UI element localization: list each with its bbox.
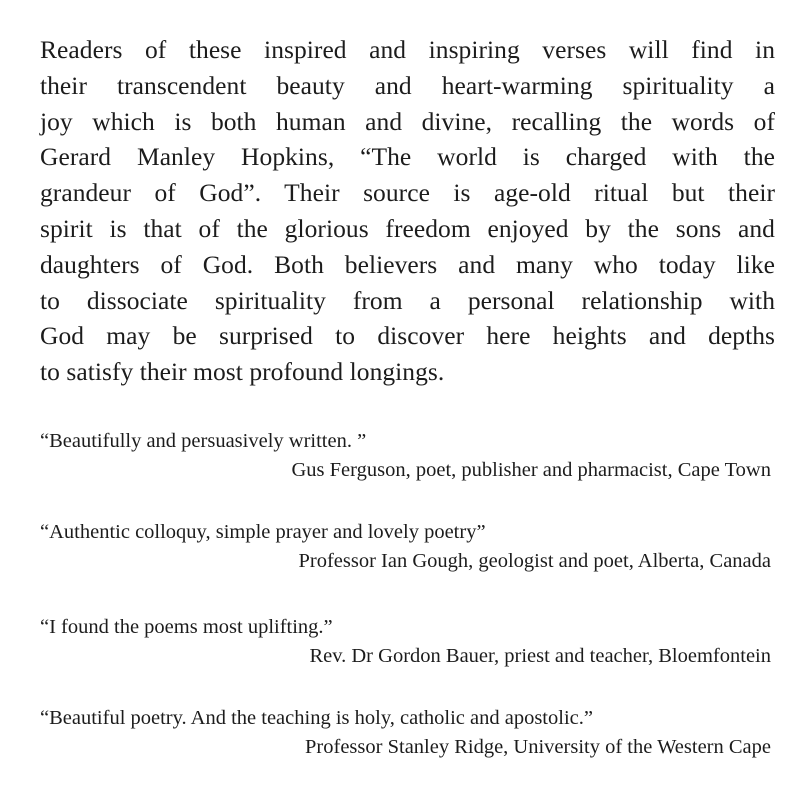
intro-paragraph <box>40 32 775 390</box>
intro-line: to dissociate spirituality from a personal relationship with <box>40 285 775 315</box>
intro-line: God may be surprised to discover here heights and depths <box>40 321 775 351</box>
review-credit: Gus Ferguson, poet, publisher and pharmacist, Cape Town <box>291 459 771 481</box>
review-credit: Professor Stanley Ridge, University of the Western Cape <box>305 736 771 758</box>
review-block <box>40 613 772 671</box>
review-quote: “Beautiful poetry. And the teaching is holy, catholic and apostolic.” <box>40 707 593 729</box>
review-block <box>40 518 772 576</box>
review-quote: “Authentic colloquy, simple prayer and lovely poetry” <box>40 521 486 543</box>
review-credit: Professor Ian Gough, geologist and poet, Alberta, Canada <box>298 550 771 572</box>
intro-line: daughters of God. Both believers and many who today like <box>40 249 775 279</box>
intro-line: grandeur of God”. Their source is age-old ritual but their <box>40 178 775 208</box>
review-block <box>40 704 772 762</box>
intro-line: their transcendent beauty and heart-warming spirituality a <box>40 70 775 100</box>
intro-line: to satisfy their most profound longings. <box>40 357 445 387</box>
review-quote: “I found the poems most uplifting.” <box>40 616 333 638</box>
review-quote: “Beautifully and persuasively written. ” <box>40 430 367 452</box>
intro-line: Readers of these inspired and inspiring verses will find in <box>40 35 775 64</box>
intro-line: Gerard Manley Hopkins, “The world is charged with the <box>40 142 775 172</box>
intro-line: spirit is that of the glorious freedom enjoyed by the sons and <box>40 213 775 243</box>
review-credit: Rev. Dr Gordon Bauer, priest and teacher, Bloemfontein <box>309 645 771 667</box>
review-block <box>40 427 772 485</box>
intro-line: joy which is both human and divine, recalling the words of <box>40 106 775 136</box>
